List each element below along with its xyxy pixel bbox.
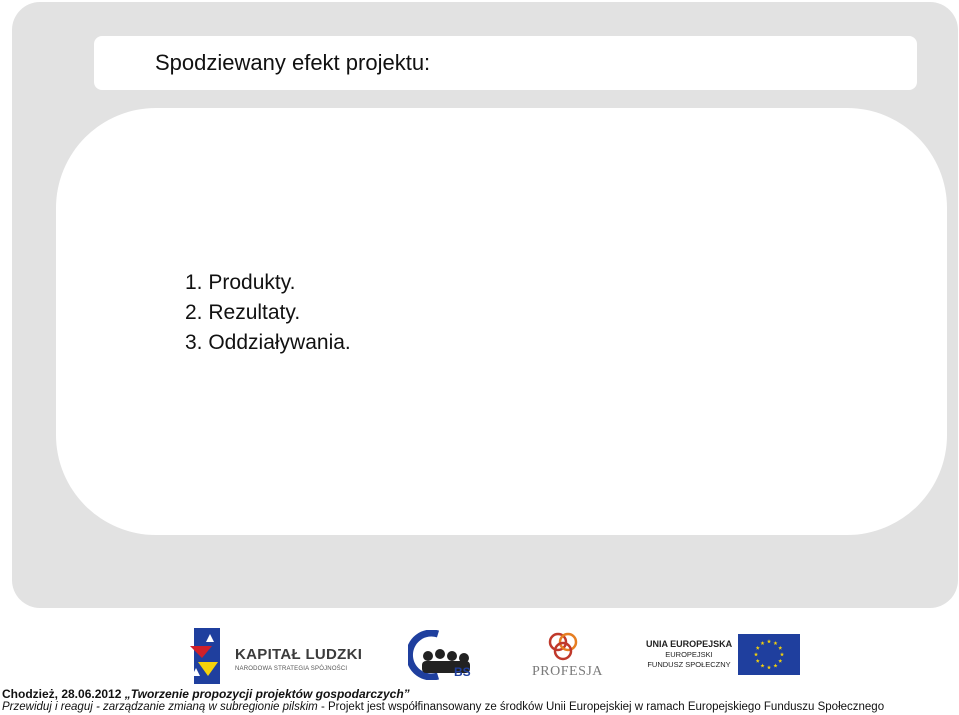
profesja-name: PROFESJA [532,664,603,679]
eu-line-3: FUNDUSZ SPOŁECZNY [647,660,731,669]
profesja-logo [530,630,603,682]
list-item: 3. Oddziaływania. [185,331,351,354]
eu-text [646,639,732,669]
content-box [56,108,947,535]
footer-funding-note: - Projekt jest współfinansowany ze środków Unii Europejskiej w ramach Europejskiego Funduszu Społecznego [317,701,885,713]
eu-flag-icon [738,634,800,675]
footer-place-date: Chodzież, 28.06.2012 [2,687,122,701]
footer-line-2 [2,701,884,713]
kapital-ludzki-title: KAPITAŁ LUDZKI [235,646,363,663]
eu-line-2: EUROPEJSKI [665,650,713,659]
cbs-letters: BS [454,665,471,679]
profesja-emblem-icon [530,630,600,664]
slide-title: Spodziewany efekt projektu: [155,50,431,75]
kapital-ludzki-logo [190,628,365,684]
eu-line-1: UNIA EUROPEJSKA [646,639,733,649]
effects-list [185,268,351,358]
cbs-emblem-icon [408,630,478,680]
eu-logo [646,634,800,678]
sponsor-logos [0,620,959,690]
title-box [94,36,917,90]
kapital-ludzki-subtitle: NARODOWA STRATEGIA SPÓJNOŚCI [235,666,348,672]
list-item: 2. Rezultaty. [185,301,301,324]
list-item: 1. Produkty. [185,271,296,294]
footer-line-1 [2,687,410,701]
kapital-ludzki-emblem-icon [190,628,226,684]
cbs-logo [408,630,478,680]
footer-project-name: Przewiduj i reaguj - zarządzanie zmianą w subregionie pilskim [2,701,318,713]
footer-event-title: „Tworzenie propozycji projektów gospodarczych” [124,687,410,701]
